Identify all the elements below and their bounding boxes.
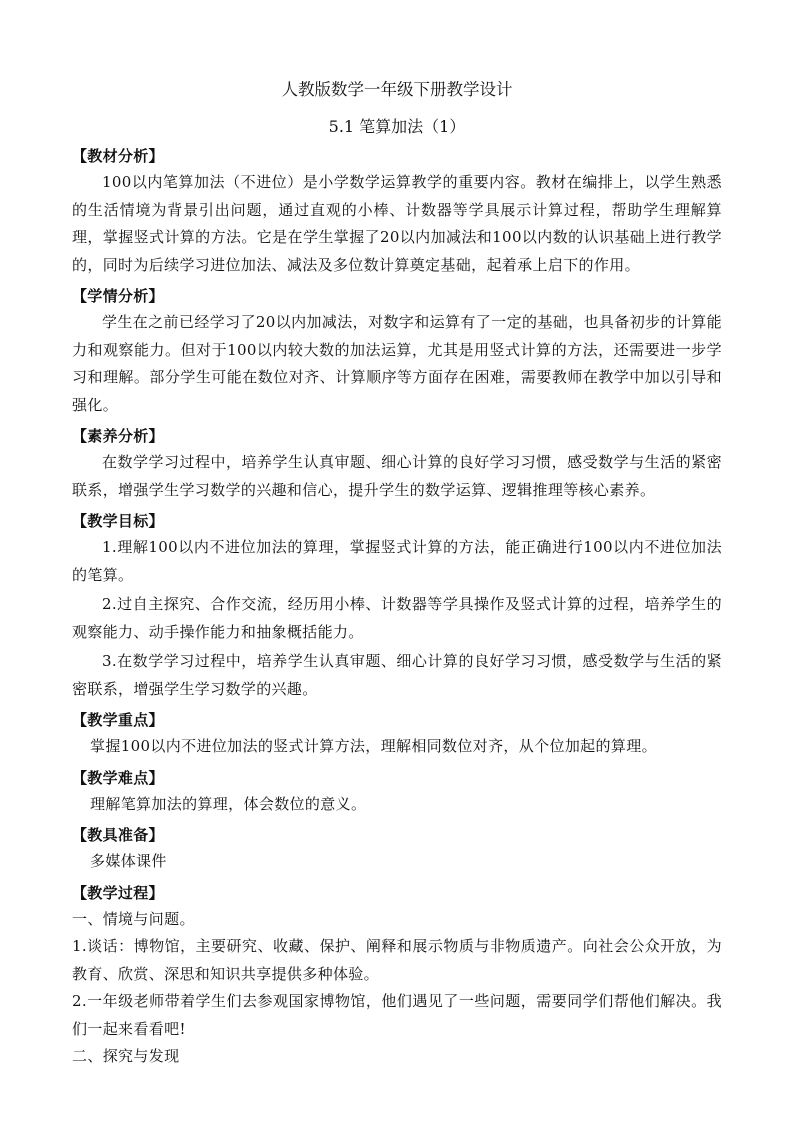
section-heading: 【教学目标】 — [72, 512, 164, 530]
process-line: 二、探究与发现 — [72, 1047, 180, 1065]
section-heading: 【教学难点】 — [72, 768, 164, 787]
section-paragraph: 多媒体课件 — [90, 852, 167, 870]
section-teaching-process — [72, 880, 722, 1071]
section-materials — [72, 822, 722, 876]
section-difficulties — [72, 765, 722, 819]
section-heading: 【素养分析】 — [72, 427, 164, 445]
section-heading: 【教材分析】 — [72, 147, 164, 165]
section-heading: 【学情分析】 — [72, 287, 164, 305]
process-line: 1.谈话：博物馆，主要研究、收藏、保护、阐释和展示物质与非物质遗产。向社会公众开放，为教育、欣赏、深思和知识共享提供多种体验。 — [72, 937, 722, 983]
section-teaching-goals — [72, 508, 722, 703]
section-literacy-analysis — [72, 423, 722, 504]
section-textbook-analysis — [72, 143, 722, 279]
section-heading: 【教学过程】 — [72, 883, 164, 902]
lesson-subtitle: 5.1 笔算加法（1） — [328, 117, 466, 136]
goal-item: 3.在数学学习过程中，培养学生认真审题、细心计算的良好学习习惯，感受数学与生活的紧密联系，增强学生学习数学的兴趣。 — [72, 652, 722, 698]
goal-item: 2.过自主探究、合作交流，经历用小棒、计数器等学具操作及竖式计算的过程，培养学生的观察能力、动手操作能力和抽象概括能力。 — [72, 595, 722, 641]
section-paragraph: 掌握100以内不进位加法的竖式计算方法，理解相同数位对齐，从个位加起的算理。 — [90, 737, 657, 755]
section-learner-analysis — [72, 283, 722, 419]
process-line: 2.一年级老师带着学生们去参观国家博物馆，他们遇见了一些问题，需要同学们帮他们解决。我们一起来看看吧! — [72, 992, 722, 1038]
document-title: 人教版数学一年级下册教学设计 — [281, 80, 513, 99]
section-paragraph: 学生在之前已经学习了20以内加减法，对数字和运算有了一定的基础，也具备初步的计算能力和观察能力。但对于100以内较大数的加法运算，尤其是用竖式计算的方法，还需要进一步学习和理解。部分学生可能在数位对齐、计算顺序等方面存在困难，需要教师在教学中加以引导和强化。 — [72, 313, 722, 414]
section-heading: 【教具准备】 — [72, 826, 164, 844]
section-paragraph: 理解笔算加法的算理，体会数位的意义。 — [90, 794, 367, 813]
process-line: 一、情境与问题。 — [72, 909, 195, 928]
section-key-points — [72, 707, 722, 761]
goal-item: 1.理解100以内不进位加法的算理，掌握竖式计算的方法，能正确进行100以内不进位加法的笔算。 — [72, 538, 722, 584]
section-paragraph: 在数学学习过程中，培养学生认真审题、细心计算的良好学习习惯，感受数学与生活的紧密联系，增强学生学习数学的兴趣和信心，提升学生的数学运算、逻辑推理等核心素养。 — [72, 453, 722, 499]
section-paragraph: 100以内笔算加法（不进位）是小学数学运算教学的重要内容。教材在编排上，以学生熟悉的生活情境为背景引出问题，通过直观的小棒、计数器等学具展示计算过程，帮助学生理解算理，掌握竖式计算的方法。它是在学生掌握了20以内加减法和100以内数的认识基础上进行教学的，同时为后续学习进位加法、减法及多位数计算奠定基础，起着承上启下的作用。 — [72, 173, 722, 274]
section-heading: 【教学重点】 — [72, 711, 164, 729]
